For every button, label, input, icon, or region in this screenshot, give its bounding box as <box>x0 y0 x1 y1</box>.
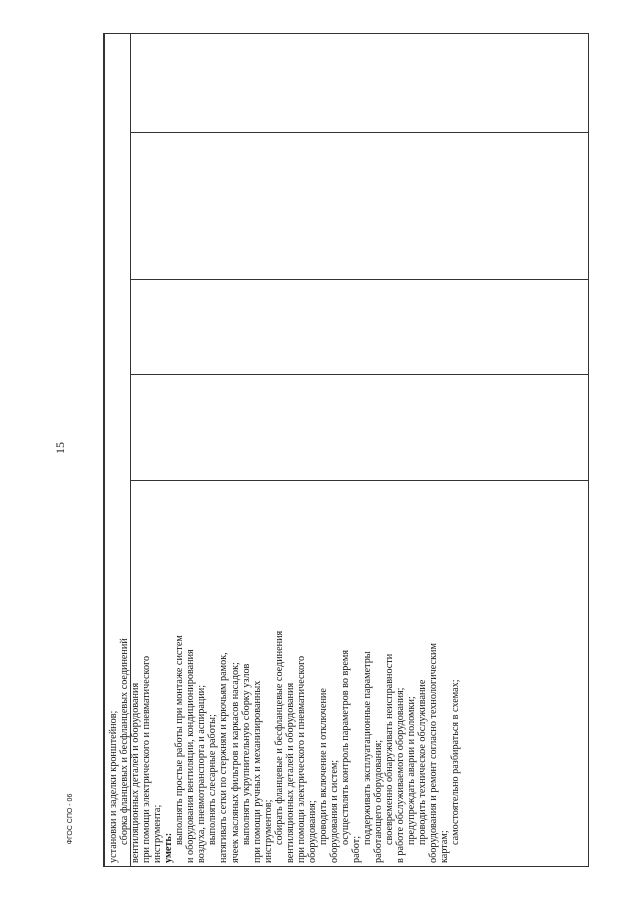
cell-line: работ; <box>351 835 363 863</box>
cell-line: воздуха, пневмотранспорта и аспирации; <box>196 684 208 863</box>
cell-line: вентиляционных деталей и оборудования <box>130 682 142 863</box>
cell-line: инструмента; <box>152 804 164 863</box>
cell-line: работающего оборудования; <box>373 739 385 863</box>
cell-line: предупреждать аварии и поломки; <box>406 696 418 845</box>
page-number: 15 <box>52 442 67 454</box>
row-divider <box>130 132 588 133</box>
cell-line: натягивать сетки по стержням и крючьям рамок, <box>218 652 230 863</box>
cell-line: вентиляционных деталей и оборудования <box>284 682 296 863</box>
cell-line: собирать фланцевые и бесфланцевые соединения <box>273 630 285 845</box>
row-divider <box>130 374 588 375</box>
cell-line: уметь: <box>163 832 175 863</box>
cell-line: установки и заделки кронштейнов; <box>108 710 119 863</box>
row-divider <box>130 279 588 280</box>
cell-line: картам; <box>439 830 451 863</box>
cell-line: при помощи электрического и пневматического <box>295 655 307 863</box>
cell-line: проводить техническое обслуживание <box>417 679 429 845</box>
cell-line: своевременно обнаруживать неисправности <box>384 653 396 845</box>
cell-line: выполнять слесарные работы; <box>207 714 219 845</box>
cell-line: поддерживать эксплуатационные параметры <box>362 651 374 845</box>
table-cell <box>105 481 589 867</box>
cell-line: оборудования и систем; <box>328 759 340 863</box>
cell-line: при помощи ручных и механизированных <box>251 680 263 863</box>
footer-code: ФГОС СПО - 06 <box>66 793 74 845</box>
cell-line: проводить включение и отключение <box>317 688 329 845</box>
cell-line: оборудования; <box>306 800 318 863</box>
cell-line: оборудования и ремонт согласно технологическим <box>428 643 440 863</box>
cell-text-block <box>105 481 589 867</box>
cell-line: в работе обслуживаемого оборудования; <box>395 687 407 863</box>
cell-line: при помощи электрического и пневматического <box>141 655 153 863</box>
cell-line: выполнять простые работы при монтаже систем <box>174 635 186 845</box>
cell-line: самостоятельно разбираться в схемах; <box>450 679 462 845</box>
cell-line: ячеек масляных фильтров и каркасов насадок; <box>229 662 241 863</box>
cell-line: и оборудования вентиляции, кондиционирования <box>185 649 197 863</box>
cell-line: осуществлять контроль параметров во время <box>339 649 351 845</box>
cell-line: сборка фланцевых и бесфланцевых соединений <box>119 638 131 845</box>
cell-line: выполнять укрупнительную сборку узлов <box>240 663 252 845</box>
cell-line: инструментов; <box>262 799 274 863</box>
